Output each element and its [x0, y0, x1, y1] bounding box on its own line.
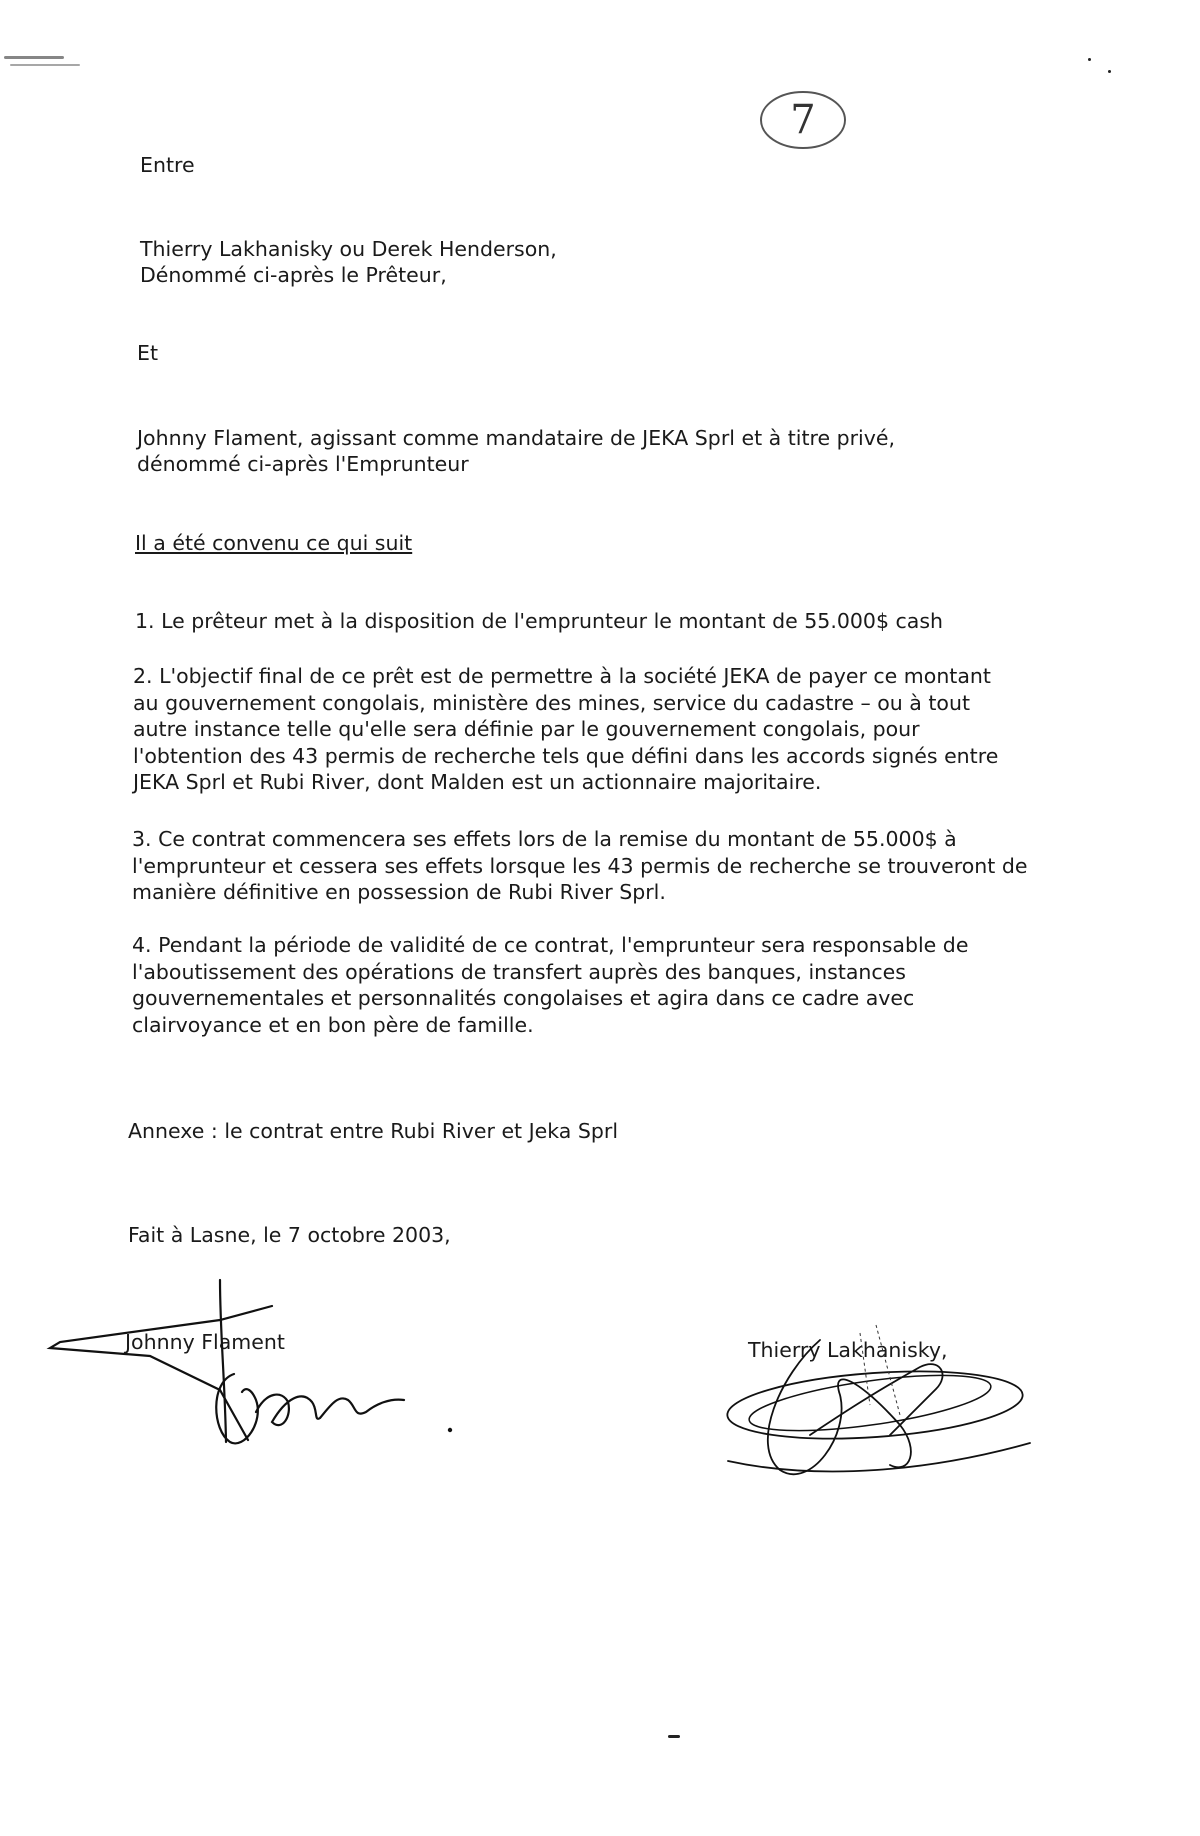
clause-line: 4. Pendant la période de validité de ce contrat, l'emprunteur sera responsable de	[132, 933, 969, 957]
clause-line: 3. Ce contrat commencera ses effets lors de la remise du montant de 55.000$ à	[132, 827, 957, 851]
clause-line: 2. L'objectif final de ce prêt est de permettre à la société JEKA de payer ce montant	[133, 664, 991, 688]
clause-4	[132, 932, 968, 1038]
borrower-designation: dénommé ci-après l'Emprunteur	[137, 452, 469, 476]
clause-line: l'aboutissement des opérations de transfert auprès des banques, instances	[132, 959, 906, 984]
clause-line: autre instance telle qu'elle sera définie par le gouvernement congolais, pour	[133, 717, 920, 741]
scan-speck	[1108, 70, 1111, 73]
clause-line: gouvernementales et personnalités congolaises et agira dans ce cadre avec	[132, 986, 915, 1010]
scan-speck	[1088, 58, 1091, 61]
page-number-mark	[757, 88, 849, 152]
lender-name: Thierry Lakhanisky ou Derek Henderson,	[140, 237, 557, 261]
lender-designation: Dénommé ci-après le Prêteur,	[140, 263, 447, 287]
clause-line: manière définitive en possession de Rubi River Sprl.	[132, 880, 666, 904]
clause-line: clairvoyance et en bon père de famille.	[132, 1012, 534, 1037]
page-number: 7	[790, 97, 816, 143]
clause-line: l'emprunteur et cessera ses effets lorsque les 43 permis de recherche se trouveront de	[132, 853, 1028, 878]
borrower-name: Johnny Flament, agissant comme mandataire de JEKA Sprl et à titre privé,	[137, 426, 895, 450]
scan-speck	[4, 56, 64, 59]
place-date: Fait à Lasne, le 7 octobre 2003,	[128, 1223, 451, 1247]
right-signatory-name: Thierry Lakhanisky,	[748, 1338, 948, 1362]
agreed-heading: Il a été convenu ce qui suit	[135, 531, 413, 555]
clause-line: l'obtention des 43 permis de recherche tels que défini dans les accords signés entre	[133, 743, 999, 768]
scan-speck	[668, 1735, 680, 1738]
clause-3	[132, 826, 1027, 906]
entre-label: Entre	[140, 153, 195, 177]
right-signature	[700, 1285, 1040, 1495]
annexe-note: Annexe : le contrat entre Rubi River et Jeka Sprl	[128, 1119, 619, 1143]
clause-line: JEKA Sprl et Rubi River, dont Malden est un actionnaire majoritaire.	[133, 770, 822, 794]
left-signatory-name: Johnny Flament	[125, 1330, 285, 1354]
clause-line: au gouvernement congolais, ministère des mines, service du cadastre – ou à tout	[133, 690, 970, 715]
clause-line: 1. Le prêteur met à la disposition de l'emprunteur le montant de 55.000$ cash	[135, 609, 944, 633]
scan-speck	[10, 64, 80, 66]
left-signature	[20, 1272, 470, 1452]
clause-2	[133, 663, 998, 796]
et-label: Et	[137, 341, 158, 365]
clause-1	[135, 608, 943, 635]
